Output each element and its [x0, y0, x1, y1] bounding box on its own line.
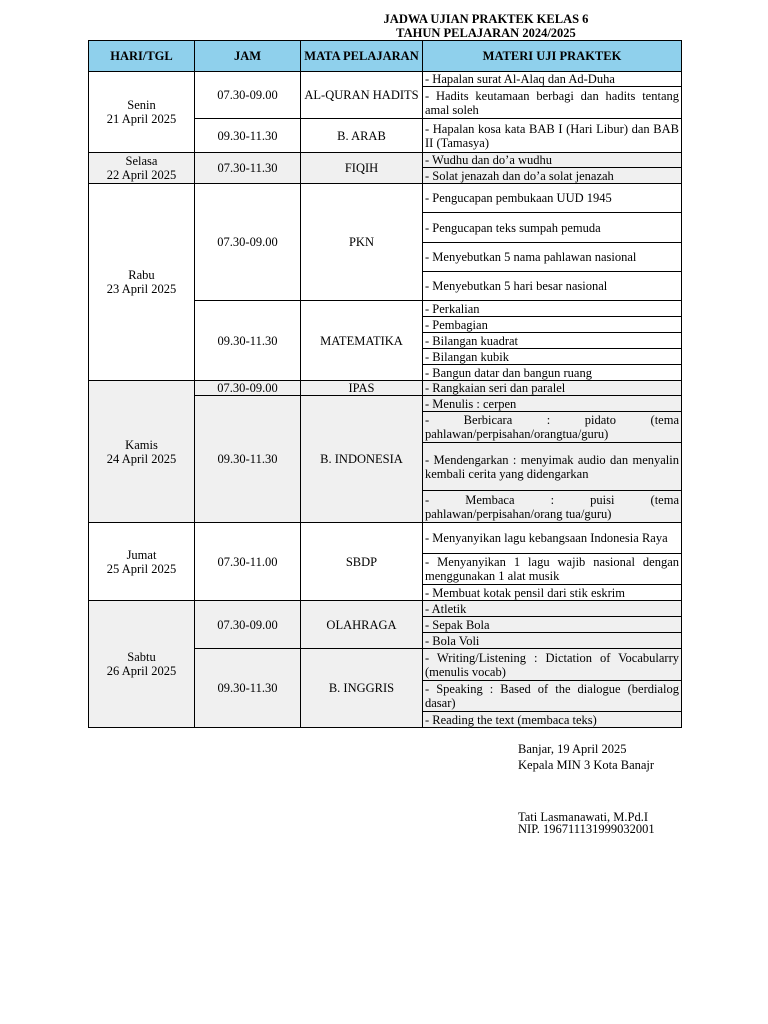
time-cell: 09.30-11.30 [195, 119, 301, 153]
day-date: 26 April 2025 [106, 664, 177, 678]
title-line-1: JADWA UJIAN PRAKTEK KELAS 6 [383, 12, 589, 26]
time-cell: 07.30-09.00 [195, 72, 301, 119]
time-cell: 07.30-09.00 [195, 601, 301, 649]
material-item: - Menyanyikan 1 lagu wajib nasional dengan menggunakan 1 alat musik [423, 554, 682, 585]
day-cell-kamis [89, 381, 195, 523]
material-item: - Menyebutkan 5 nama pahlawan nasional [423, 243, 682, 272]
signature-position: Kepala MIN 3 Kota Banajr [518, 758, 655, 772]
material-item: - Bangun datar dan bangun ruang [423, 365, 682, 381]
material-item: - Hadits keutamaan berbagi dan hadits tentang amal soleh [423, 87, 682, 119]
material-item: - Mendengarkan : menyimak audio dan menyalin kembali cerita yang didengarkan [423, 443, 682, 491]
document-title [88, 12, 768, 40]
subject-cell: MATEMATIKA [301, 301, 423, 381]
day-name: Senin [127, 98, 156, 112]
title-line-2: TAHUN PELAJARAN 2024/2025 [396, 26, 576, 40]
day-date: 21 April 2025 [106, 112, 177, 126]
material-item: - Berbicara : pidato (tema pahlawan/perpisahan/orangtua/guru) [423, 412, 682, 443]
exam-schedule-table [88, 40, 682, 728]
table-row [89, 153, 682, 168]
time-cell: 09.30-11.30 [195, 649, 301, 728]
material-item: - Hapalan surat Al-Alaq dan Ad-Duha [423, 72, 682, 87]
material-item: - Bola Voli [423, 633, 682, 649]
material-item: - Wudhu dan do’a wudhu [423, 153, 682, 168]
signature-nip: NIP. 196711131999032001 [518, 822, 655, 836]
subject-cell: AL-QURAN HADITS [301, 72, 423, 119]
material-item: - Reading the text (membaca teks) [423, 712, 682, 728]
time-cell: 09.30-11.30 [195, 301, 301, 381]
material-item: - Solat jenazah dan do’a solat jenazah [423, 168, 682, 184]
material-item: - Speaking : Based of the dialogue (berdialog dasar) [423, 681, 682, 712]
material-item: - Bilangan kubik [423, 349, 682, 365]
subject-cell: OLAHRAGA [301, 601, 423, 649]
day-name: Selasa [125, 154, 158, 168]
header-time: JAM [195, 41, 301, 72]
material-item: - Membuat kotak pensil dari stik eskrim [423, 585, 682, 601]
table-row [89, 601, 682, 617]
day-name: Jumat [126, 547, 157, 562]
material-item: - Membaca : puisi (tema pahlawan/perpisahan/orang tua/guru) [423, 491, 682, 523]
table-header-row [89, 41, 682, 72]
time-cell: 07.30-11.30 [195, 153, 301, 184]
signature-name: Tati Lasmanawati, M.Pd.I [518, 810, 648, 824]
subject-cell: PKN [301, 184, 423, 301]
time-cell: 07.30-09.00 [195, 184, 301, 301]
table-row [89, 72, 682, 87]
material-item: - Pengucapan pembukaan UUD 1945 [423, 184, 682, 213]
material-item: - Rangkaian seri dan paralel [423, 381, 682, 396]
material-item: - Menyanyikan lagu kebangsaan Indonesia Raya [423, 523, 682, 554]
material-item: - Pengucapan teks sumpah pemuda [423, 213, 682, 243]
time-cell: 09.30-11.30 [195, 396, 301, 523]
time-cell: 07.30-09.00 [195, 381, 301, 396]
material-item: - Perkalian [423, 301, 682, 317]
day-cell-jumat [89, 523, 195, 601]
header-materials: MATERI UJI PRAKTEK [423, 41, 682, 72]
subject-cell: B. ARAB [301, 119, 423, 153]
table-row [89, 523, 682, 554]
subject-cell: IPAS [301, 381, 423, 396]
day-cell-rabu [89, 184, 195, 381]
day-date: 23 April 2025 [106, 282, 177, 296]
material-item: - Hapalan kosa kata BAB I (Hari Libur) dan BAB II (Tamasya) [423, 119, 682, 153]
day-cell-sabtu [89, 601, 195, 728]
day-date: 25 April 2025 [106, 561, 177, 576]
time-cell: 07.30-11.00 [195, 523, 301, 601]
day-date: 24 April 2025 [106, 451, 177, 466]
day-name: Kamis [125, 437, 158, 452]
day-cell-senin [89, 72, 195, 153]
day-name: Sabtu [127, 650, 156, 664]
subject-cell: SBDP [301, 523, 423, 601]
material-item: - Menulis : cerpen [423, 396, 682, 412]
signature-place-date: Banjar, 19 April 2025 [518, 742, 627, 756]
day-name: Rabu [128, 268, 155, 282]
material-item: - Writing/Listening : Dictation of Vocabularry (menulis vocab) [423, 649, 682, 681]
material-item: - Bilangan kuadrat [423, 333, 682, 349]
material-item: - Sepak Bola [423, 617, 682, 633]
day-date: 22 April 2025 [106, 168, 177, 182]
table-row [89, 381, 682, 396]
header-subject: MATA PELAJARAN [301, 41, 423, 72]
material-item: - Pembagian [423, 317, 682, 333]
material-item: - Menyebutkan 5 hari besar nasional [423, 272, 682, 301]
subject-cell: B. INDONESIA [301, 396, 423, 523]
day-cell-selasa [89, 153, 195, 184]
material-item: - Atletik [423, 601, 682, 617]
header-day: HARI/TGL [89, 41, 195, 72]
table-row [89, 184, 682, 213]
subject-cell: B. INGGRIS [301, 649, 423, 728]
subject-cell: FIQIH [301, 153, 423, 184]
